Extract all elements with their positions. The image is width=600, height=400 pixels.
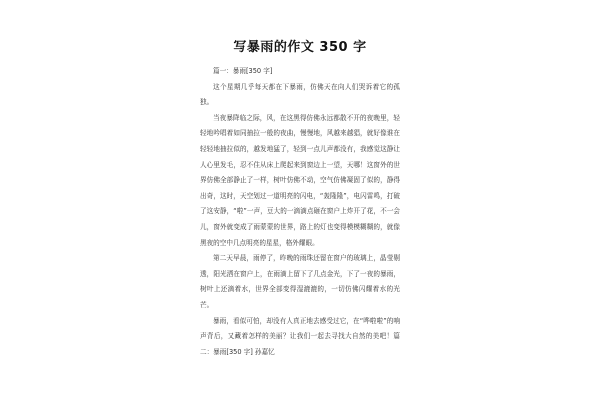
paragraph: 当夜暴降临之际，风，在这黑得仿佛永远都散不开的夜晚里，轻轻地吟唱着如同抽拉一般的夜曲，慢慢地，风越来越猖，就好像谁在轻轻地抽拉似的，越发地猛了，轻到一点儿声都没有，我感觉这静让人心里发毛，忍不住从床上爬起来到窗边上一望，天哪！这窗外的世界仿佛全部静止了一样，树叶仿佛不动，空气仿佛凝固了似的，静得出奇，这时，天空划过一道明亮的闪电，“轰隆隆”，电闪雷鸣，打破了这安静，“啦”一声，豆大的一滴滴点砸在窗户上炸开了花，不一会儿，窗外就变成了雨蒙蒙的世界，路上的灯也变得模模糊糊的，就像黑夜的空中几点明亮的星星，格外耀眼。 <box>200 113 400 247</box>
paragraph: 暴雨，看似可怕，却没有人真正地去感受过它，在“哗啦啦”的响声背后，又藏着怎样的美丽？让我们一起去寻找大自然的美吧！篇二：暴雨[350 字] 孙嘉忆 <box>200 316 400 356</box>
document-body <box>200 64 400 360</box>
paragraph: 这个星期几乎每天都在下暴雨，仿佛天在向人们哭诉着它的孤独。 <box>200 82 400 107</box>
document-title: 写暴雨的作文 350 字 <box>233 40 367 55</box>
paragraph: 第二天早晨，雨停了，昨晚的雨珠还留在窗户的玻璃上，晶莹剔透，阳光洒在窗户上，在雨滴上留下了几点金光，下了一夜的暴雨，树叶上还滴着水，世界全部变得湿漉漉的，一切仿佛闪耀着水的光芒。 <box>200 254 400 309</box>
section-heading: 篇一：暴雨[350 字] <box>213 67 273 75</box>
